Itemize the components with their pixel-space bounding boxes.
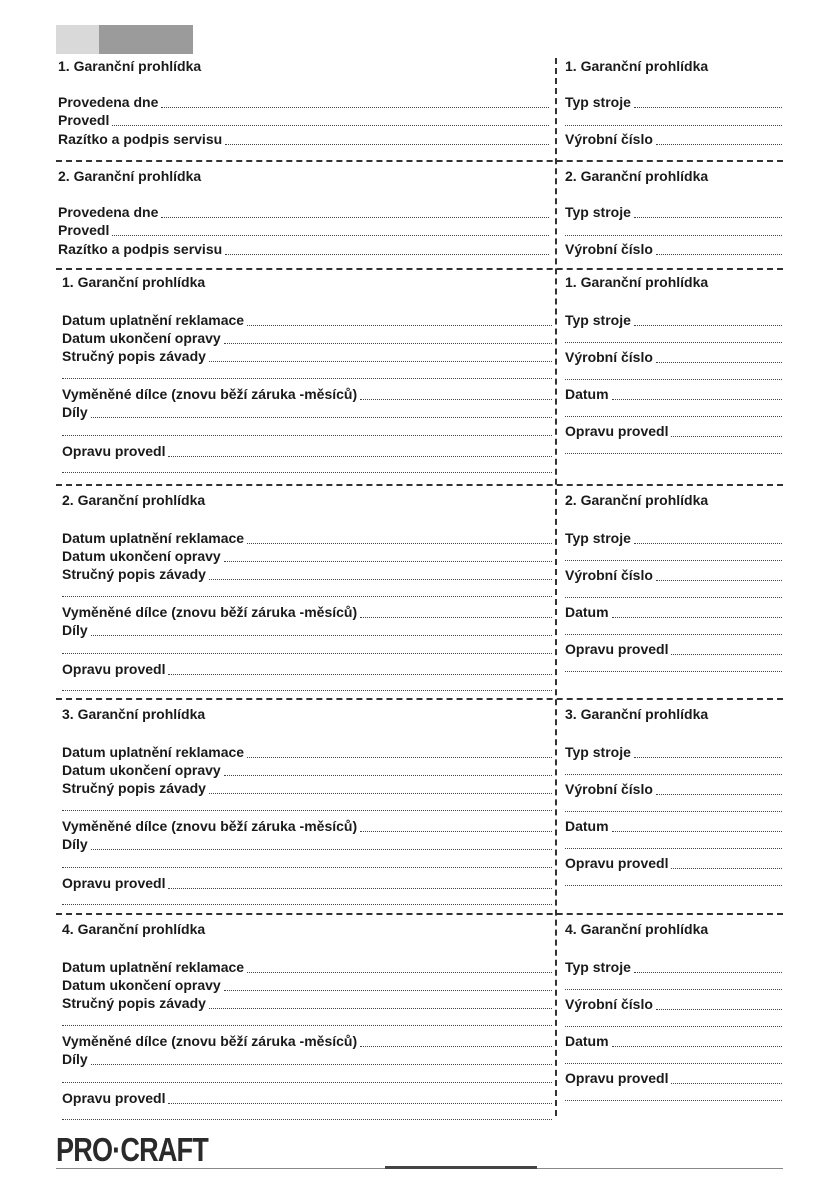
repaired-by-label: Opravu provedl <box>565 423 669 439</box>
fill-in-line[interactable] <box>565 416 782 417</box>
fill-in-line[interactable] <box>656 144 782 145</box>
fill-in-line[interactable] <box>634 757 782 758</box>
fill-in-line[interactable] <box>565 560 782 561</box>
claim-title: 3. Garanční prohlídka <box>62 706 206 722</box>
fill-in-line[interactable] <box>634 217 782 218</box>
replaced-parts-label: Vyměněné dílce (znovu běží záruka -měsíců) <box>62 818 358 834</box>
fill-in-line[interactable] <box>62 1082 552 1083</box>
machine-type-label: Typ stroje <box>565 744 631 760</box>
fill-in-line[interactable] <box>247 972 552 973</box>
fill-in-line[interactable] <box>91 635 552 636</box>
fill-in-line[interactable] <box>565 1063 782 1064</box>
fault-description-label: Stručný popis závady <box>62 566 206 582</box>
fill-in-line[interactable] <box>565 671 782 672</box>
performed-by-label: Provedl <box>58 112 110 128</box>
fill-in-line[interactable] <box>168 888 552 889</box>
repaired-by-label: Opravu provedl <box>62 443 166 459</box>
fill-in-line[interactable] <box>656 362 782 363</box>
fill-in-line[interactable] <box>565 1026 782 1027</box>
repair-end-date-label: Datum ukončení opravy <box>62 548 221 564</box>
fill-in-line[interactable] <box>671 654 782 655</box>
fill-in-line[interactable] <box>209 793 552 794</box>
repair-end-date-label: Datum ukončení opravy <box>62 330 221 346</box>
fill-in-line[interactable] <box>91 849 552 850</box>
horizontal-cut-line <box>56 160 783 162</box>
date-label: Datum <box>565 604 609 620</box>
machine-type-label: Typ stroje <box>565 530 631 546</box>
fill-in-line[interactable] <box>634 325 782 326</box>
fill-in-line[interactable] <box>671 436 782 437</box>
side-claim-title: 4. Garanční prohlídka <box>565 921 709 937</box>
repair-end-date-label: Datum ukončení opravy <box>62 762 221 778</box>
fill-in-line[interactable] <box>612 1046 782 1047</box>
fill-in-line[interactable] <box>360 617 552 618</box>
fill-in-line[interactable] <box>671 1083 782 1084</box>
serial-number-label: Výrobní číslo <box>565 349 653 365</box>
fault-description-label: Stručný popis závady <box>62 780 206 796</box>
replaced-parts-label: Vyměněné dílce (znovu běží záruka -měsíců) <box>62 604 358 620</box>
fill-in-line[interactable] <box>247 325 552 326</box>
fill-in-line[interactable] <box>565 125 782 126</box>
fill-in-line[interactable] <box>565 342 782 343</box>
header-tab-light <box>56 25 99 54</box>
machine-type-label: Typ stroje <box>565 204 631 220</box>
serial-number-label: Výrobní číslo <box>565 131 653 147</box>
fill-in-line[interactable] <box>360 399 552 400</box>
fill-in-line[interactable] <box>634 972 782 973</box>
fill-in-line[interactable] <box>656 254 782 255</box>
header-tab-dark <box>99 25 193 54</box>
side-inspection-title: 1. Garanční prohlídka <box>565 58 709 74</box>
serial-number-label: Výrobní číslo <box>565 241 653 257</box>
claim-title: 4. Garanční prohlídka <box>62 921 206 937</box>
fill-in-line[interactable] <box>656 1009 782 1010</box>
procraft-logo: PRO·CRAFT <box>56 1131 208 1168</box>
performed-by-label: Provedl <box>58 222 110 238</box>
fill-in-line[interactable] <box>565 634 782 635</box>
repaired-by-label: Opravu provedl <box>62 1090 166 1106</box>
fill-in-line[interactable] <box>161 107 549 108</box>
fill-in-line[interactable] <box>565 379 782 380</box>
replaced-parts-label: Vyměněné dílce (znovu běží záruka -měsíců) <box>62 386 358 402</box>
date-label: Datum <box>565 386 609 402</box>
fill-in-line[interactable] <box>62 1119 552 1120</box>
fill-in-line[interactable] <box>612 399 782 400</box>
parts-label: Díly <box>62 1051 88 1067</box>
horizontal-cut-line <box>56 484 783 486</box>
fill-in-line[interactable] <box>62 596 552 597</box>
vertical-cut-line <box>555 58 557 1116</box>
fill-in-line[interactable] <box>565 848 782 849</box>
fill-in-line[interactable] <box>565 989 782 990</box>
side-inspection-title: 2. Garanční prohlídka <box>565 168 709 184</box>
fill-in-line[interactable] <box>565 453 782 454</box>
serial-number-label: Výrobní číslo <box>565 996 653 1012</box>
date-label: Datum <box>565 818 609 834</box>
fill-in-line[interactable] <box>91 1064 552 1065</box>
claim-title: 2. Garanční prohlídka <box>62 492 206 508</box>
horizontal-cut-line <box>56 268 783 270</box>
repair-end-date-label: Datum ukončení opravy <box>62 977 221 993</box>
fill-in-line[interactable] <box>224 343 552 344</box>
date-label: Datum <box>565 1033 609 1049</box>
fill-in-line[interactable] <box>62 810 552 811</box>
fault-description-label: Stručný popis závady <box>62 995 206 1011</box>
footer-bar <box>385 1166 537 1169</box>
fill-in-line[interactable] <box>565 885 782 886</box>
fill-in-line[interactable] <box>62 653 552 654</box>
stamp-signature-label: Razítko a podpis servisu <box>58 241 223 257</box>
horizontal-cut-line <box>56 913 783 915</box>
fill-in-line[interactable] <box>62 867 552 868</box>
repaired-by-label: Opravu provedl <box>62 661 166 677</box>
repaired-by-label: Opravu provedl <box>565 1070 669 1086</box>
claim-date-label: Datum uplatnění reklamace <box>62 530 245 546</box>
fill-in-line[interactable] <box>112 125 549 126</box>
machine-type-label: Typ stroje <box>565 959 631 975</box>
fill-in-line[interactable] <box>360 1046 552 1047</box>
fill-in-line[interactable] <box>224 775 552 776</box>
fill-in-line[interactable] <box>656 794 782 795</box>
horizontal-cut-line <box>56 698 783 700</box>
fill-in-line[interactable] <box>247 543 552 544</box>
claim-date-label: Datum uplatnění reklamace <box>62 744 245 760</box>
fill-in-line[interactable] <box>209 579 552 580</box>
fill-in-line[interactable] <box>62 435 552 436</box>
replaced-parts-label: Vyměněné dílce (znovu běží záruka -měsíců) <box>62 1033 358 1049</box>
claim-title: 1. Garanční prohlídka <box>62 274 206 290</box>
inspection-title: 1. Garanční prohlídka <box>58 58 202 74</box>
fill-in-line[interactable] <box>360 831 552 832</box>
fill-in-line[interactable] <box>671 868 782 869</box>
fill-in-line[interactable] <box>209 361 552 362</box>
fill-in-line[interactable] <box>168 456 552 457</box>
repaired-by-label: Opravu provedl <box>565 855 669 871</box>
fill-in-line[interactable] <box>62 378 552 379</box>
side-claim-title: 3. Garanční prohlídka <box>565 706 709 722</box>
fill-in-line[interactable] <box>62 1025 552 1026</box>
fill-in-line[interactable] <box>565 1100 782 1101</box>
fill-in-line[interactable] <box>168 674 552 675</box>
machine-type-label: Typ stroje <box>565 312 631 328</box>
fill-in-line[interactable] <box>112 235 549 236</box>
fill-in-line[interactable] <box>565 235 782 236</box>
fill-in-line[interactable] <box>612 831 782 832</box>
side-claim-title: 2. Garanční prohlídka <box>565 492 709 508</box>
fill-in-line[interactable] <box>168 1103 552 1104</box>
fill-in-line[interactable] <box>224 990 552 991</box>
machine-type-label: Typ stroje <box>565 94 631 110</box>
fill-in-line[interactable] <box>62 472 552 473</box>
fill-in-line[interactable] <box>634 543 782 544</box>
fill-in-line[interactable] <box>565 774 782 775</box>
fill-in-line[interactable] <box>634 107 782 108</box>
parts-label: Díly <box>62 404 88 420</box>
fill-in-line[interactable] <box>161 217 549 218</box>
fill-in-line[interactable] <box>91 417 552 418</box>
fault-description-label: Stručný popis závady <box>62 348 206 364</box>
fill-in-line[interactable] <box>225 144 549 145</box>
fill-in-line[interactable] <box>612 617 782 618</box>
repaired-by-label: Opravu provedl <box>565 641 669 657</box>
repaired-by-label: Opravu provedl <box>62 875 166 891</box>
claim-date-label: Datum uplatnění reklamace <box>62 959 245 975</box>
claim-date-label: Datum uplatnění reklamace <box>62 312 245 328</box>
parts-label: Díly <box>62 836 88 852</box>
stamp-signature-label: Razítko a podpis servisu <box>58 131 223 147</box>
serial-number-label: Výrobní číslo <box>565 781 653 797</box>
fill-in-line[interactable] <box>224 561 552 562</box>
fill-in-line[interactable] <box>565 597 782 598</box>
performed-on-label: Provedena dne <box>58 204 159 220</box>
fill-in-line[interactable] <box>565 811 782 812</box>
fill-in-line[interactable] <box>225 254 549 255</box>
fill-in-line[interactable] <box>656 580 782 581</box>
side-claim-title: 1. Garanční prohlídka <box>565 274 709 290</box>
fill-in-line[interactable] <box>247 757 552 758</box>
fill-in-line[interactable] <box>62 904 552 905</box>
fill-in-line[interactable] <box>209 1008 552 1009</box>
fill-in-line[interactable] <box>62 690 552 691</box>
performed-on-label: Provedena dne <box>58 94 159 110</box>
serial-number-label: Výrobní číslo <box>565 567 653 583</box>
inspection-title: 2. Garanční prohlídka <box>58 168 202 184</box>
parts-label: Díly <box>62 622 88 638</box>
